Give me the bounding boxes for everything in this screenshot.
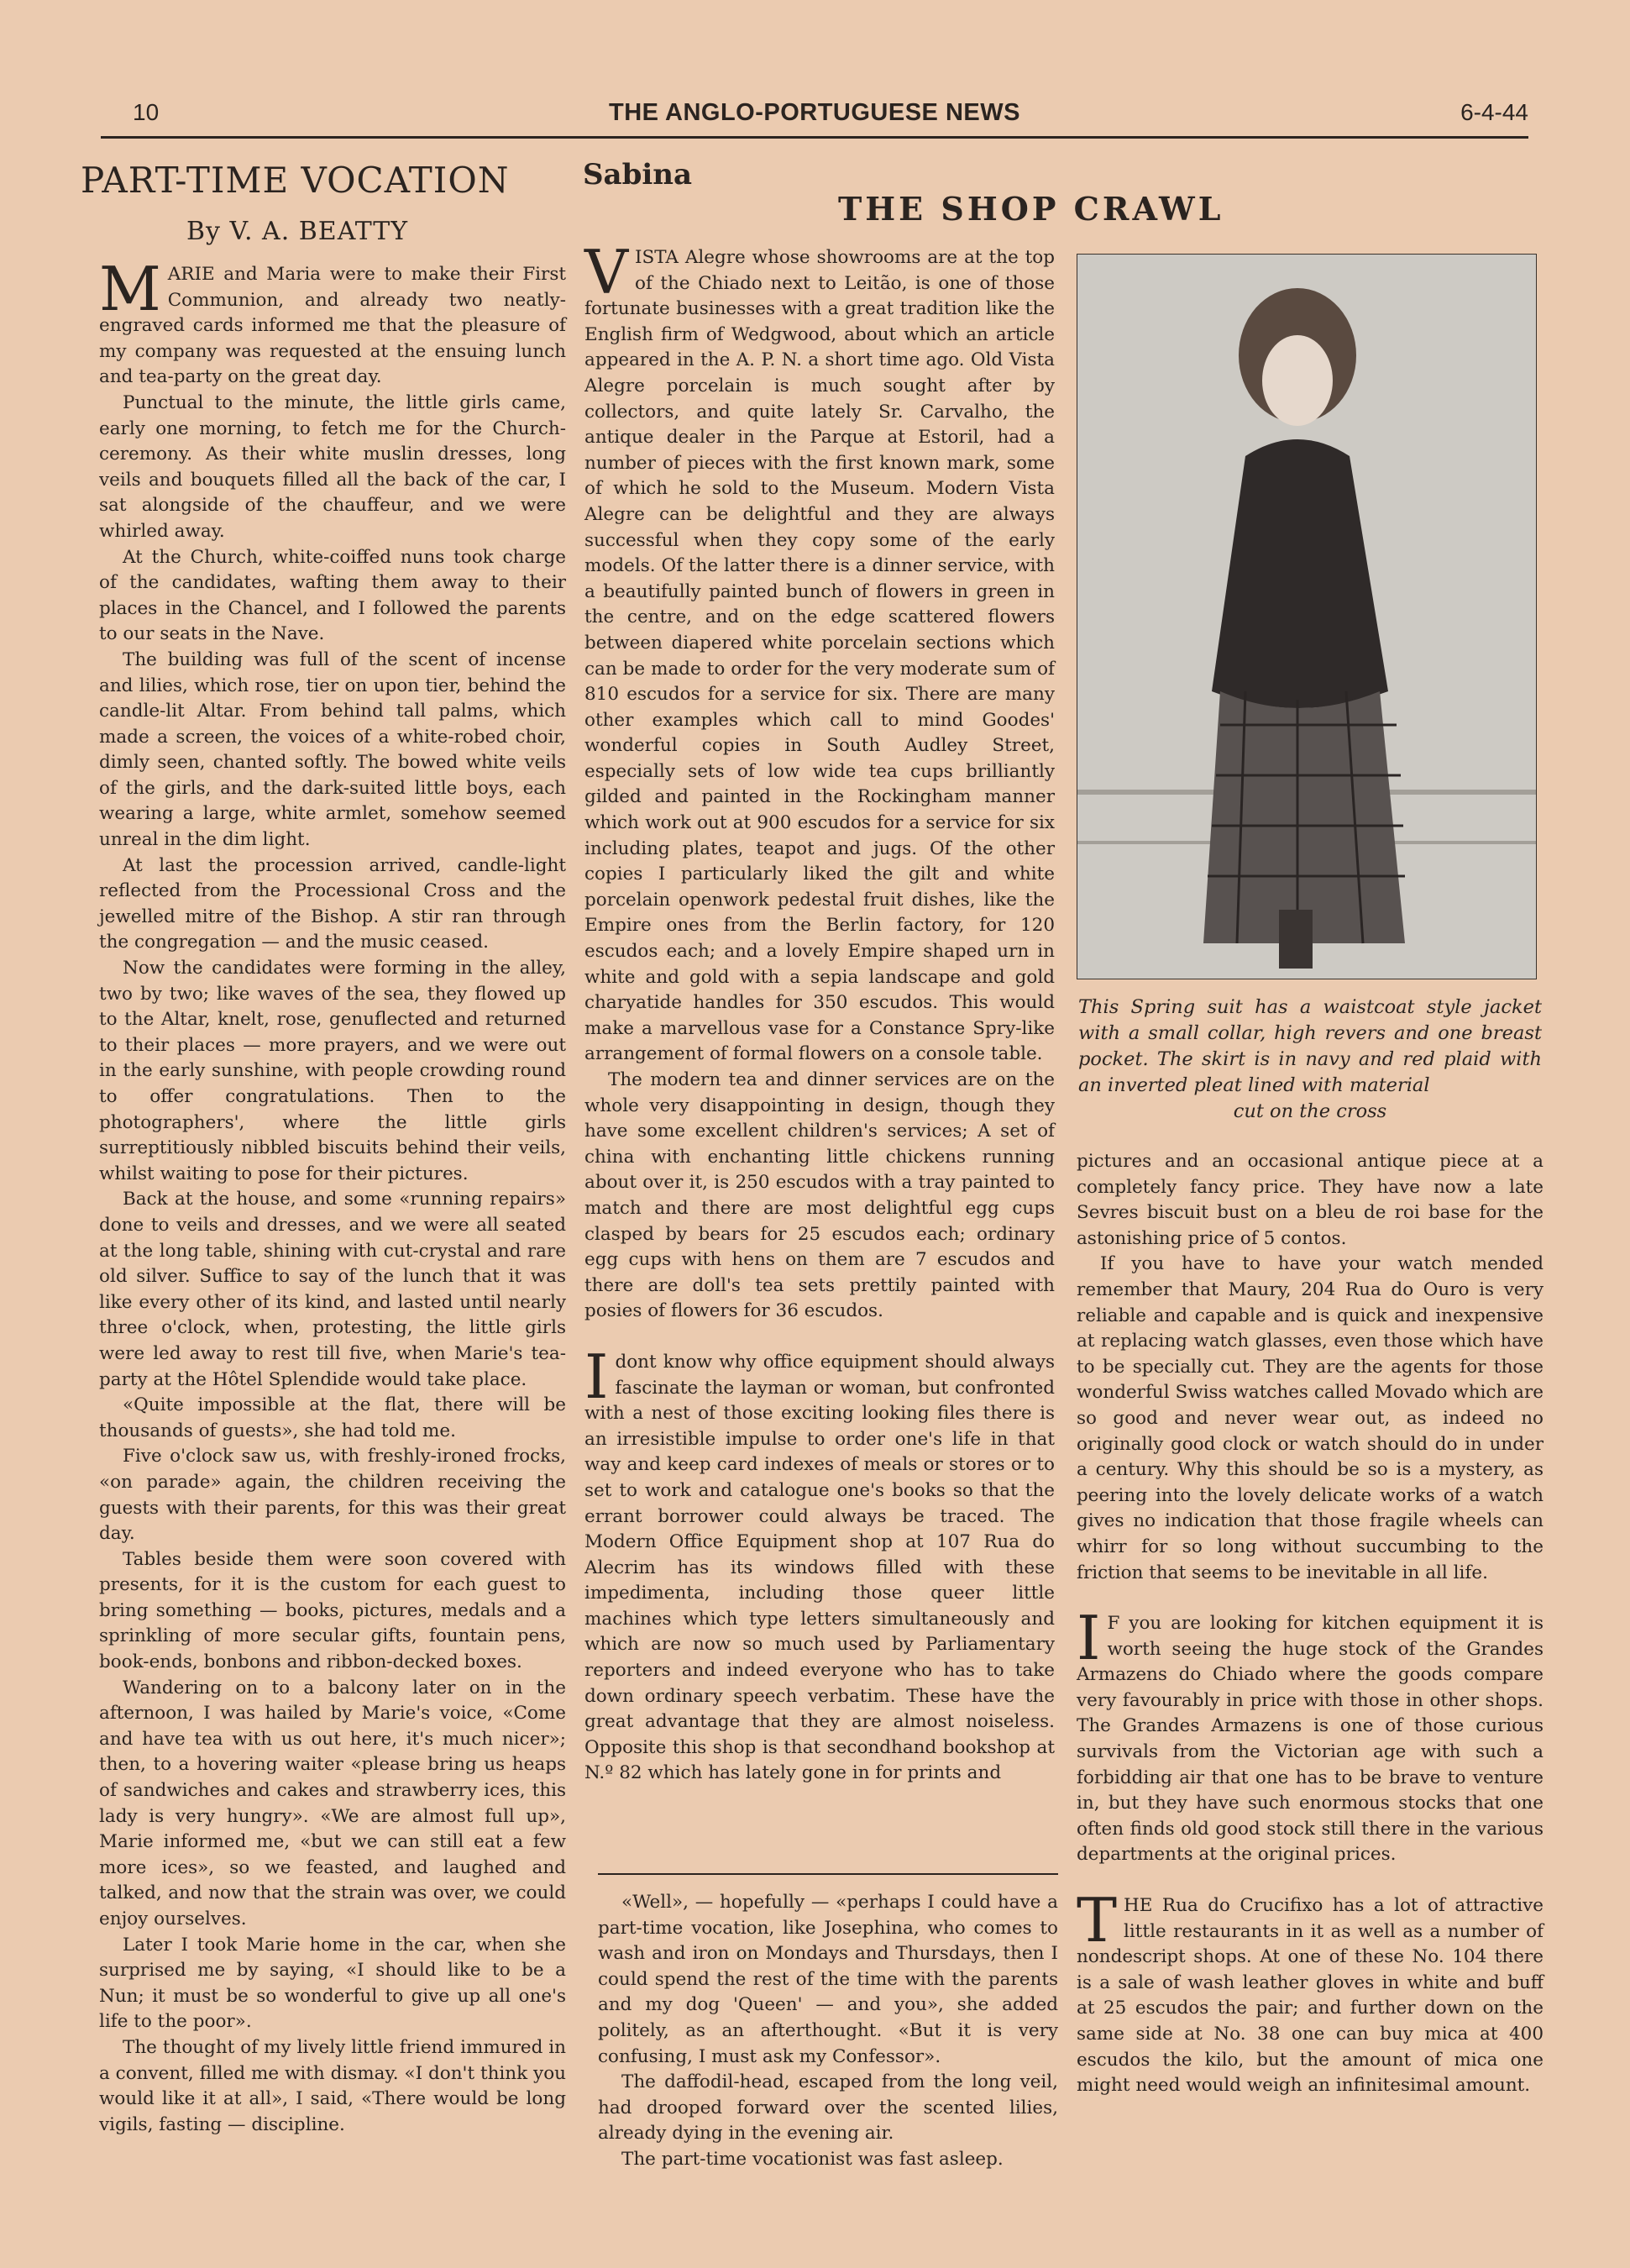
drop-cap: T bbox=[1077, 1885, 1118, 1956]
article-paragraph: At the Church, white-coiffed nuns took charge of the candidates, wafting them away to their places in the Chancel, and I followed the parents to our seats in the Nave. bbox=[99, 546, 566, 645]
article-paragraph: The daffodil-head, escaped from the long veil, had drooped forward over the scented lilies, already dying in the evening air. bbox=[598, 2071, 1058, 2145]
column-shop-crawl-continued bbox=[1077, 1149, 1544, 2099]
column-part-time-vocation bbox=[99, 254, 566, 2138]
article-paragraph: If you have to have your watch mended remember that Maury, 204 Rua do Ouro is very reliable and capable and is quick and inexpensive at replacing watch glasses, even those which have to be specially cut. They are the agents for those wonderful Swiss watches called Movado which are so good and never wear out, as indeed no originally good clock or watch should do in under a century. Why this should be so is a mystery, as peering into the lovely delicate works of a watch gives no indication that those fragile wheels can whirr for so long without succumbing to the friction that seems to be inevitable in all life. bbox=[1077, 1253, 1544, 1583]
article-paragraph: The part-time vocationist was fast asleep. bbox=[621, 2148, 1004, 2170]
fashion-photo bbox=[1077, 254, 1537, 979]
drop-cap: M bbox=[99, 254, 161, 324]
article-byline: By V. A. BEATTY bbox=[186, 217, 409, 246]
article-paragraph: MARIE and Maria were to make their First Communion, and already two neatly-engraved cards informed me that the pleasure of my company was requested at the ensuing lunch and tea-party on the great day. bbox=[99, 254, 566, 388]
article-paragraph: THE Rua do Crucifixo has a lot of attractive little restaurants in it as well as a number of nondescript shops. At one of these No. 104 there is a sale of wash leather gloves in white and buff at 25 escudos the pair; and further down on the same side at No. 38 one can buy mica at 400 escudos the kilo, but the amount of mica one might need would weigh an infinitesimal amount. bbox=[1077, 1885, 1544, 2097]
article-paragraph: I F you are looking for kitchen equipment it is worth seeing the huge stock of the Grandes Armazens do Chiado where the goods compare very favourably in price with those in other shops. The Grandes Armazens is one of those curious survivals from the Victorian age with such a forbidding air that one has to be brave to venture in, but they have such enormous stocks that one often finds old good stock still there in the various departments at the original prices. bbox=[1077, 1603, 1544, 1866]
spring-suit-photo bbox=[1077, 255, 1536, 979]
article-paragraph: At last the procession arrived, candle-light reflected from the Processional Cross and the jewelled mitre of the Bishop. A stir ran through the congregation — and the music ceased. bbox=[99, 854, 566, 953]
article-paragraph: Five o'clock saw us, with freshly-ironed frocks, «on parade» again, the children receiving the guests with their parents, for this was their great day. bbox=[99, 1446, 566, 1545]
article-paragraph: The thought of my lively little friend immured in a convent, filled me with dismay. «I don't think you would like it at all», I said, «There would be long vigils, fasting — discipline. bbox=[99, 2036, 566, 2135]
drop-cap: I bbox=[1077, 1603, 1101, 1674]
author-name-sabina: Sabina bbox=[583, 158, 693, 192]
photo-caption-last-line: cut on the cross bbox=[1233, 1100, 1387, 1122]
article-title-shop-crawl: THE SHOP CRAWL bbox=[838, 190, 1224, 228]
article-paragraph: Idont know why office equipment should always fascinate the layman or woman, but confronted with a nest of those exciting looking files there is an irresistible impulse to order one's life in that way and keep card indexes of meals or stores or to set to work and catalogue one's books so that the errant borrower could always be traced. The Modern Office Equipment shop at 107 Rua do Alecrim has its windows filled with these impedimenta, including those queer little machines which type letters simultaneously and which are now so much used by Parliamentary reporters and indeed everyone who has to take down ordinary speech verbatim. These have the great advantage that they are almost noiseless. Opposite this shop is that secondhand bookshop at N.º 82 which has lately gone in for prints and bbox=[584, 1341, 1055, 1784]
photo-caption: This Spring suit has a waistcoat style jacket with a small collar, high revers and one breast pocket. The skirt is in navy and red plaid with an inverted pleat lined with material cut on the cross bbox=[1078, 995, 1542, 1125]
article-paragraph: The building was full of the scent of incense and lilies, which rose, tier on upon tier, behind the candle-lit Altar. From behind tall palms, which made a screen, the voices of a white-robed choir, dimly seen, chanted softly. The bowed white veils of the girls, and the dark-suited little boys, each wearing a large, white armlet, somehow seemed unreal in the dim light. bbox=[99, 648, 566, 851]
column-part-time-vocation-continued bbox=[598, 1890, 1058, 2173]
column-shop-crawl bbox=[584, 237, 1055, 1787]
article-paragraph: pictures and an occasional antique piece at a completely fancy price. They have now a late Sevres biscuit bust on a bleu de roi base for the astonishing price of 5 contos. bbox=[1077, 1151, 1544, 1249]
issue-date: 6-4-44 bbox=[1460, 99, 1528, 125]
page-header bbox=[101, 94, 1528, 133]
article-paragraph: Tables beside them were soon covered with presents, for it is the custom for each guest to bring something — books, pictures, medals and a sprinkling of more secular gifts, fountain pens, book-ends, bonbons and ribbon-decked boxes. bbox=[99, 1548, 566, 1673]
article-paragraph: «Well», — hopefully — «perhaps I could have a part-time vocation, like Josephina, who comes to wash and iron on Mondays and Thursdays, then I could spend the rest of the time with the parents and my dog 'Queen' — and you», she added politely, as an afterthought. «But it is very confusing, I must ask my Confessor». bbox=[598, 1892, 1058, 2067]
article-paragraph: VISTA Alegre whose showrooms are at the top of the Chiado next to Leitão, is one of those fortunate businesses with a great tradition like the English firm of Wedgwood, about which an article appeared in the A. P. N. a short time ago. Old Vista Alegre porcelain is much sought after by collectors, and quite lately Sr. Carvalho, the antique dealer in the Parque at Estoril, had a number of pieces with the first known mark, some of which he sold to the Museum. Modern Vista Alegre can be delightful and they are always successful when they copy some of the early models. Of the latter there is a dinner service, with a beautifully painted bunch of flowers in green in the centre, and on the edge scattered flowers between diapered white porcelain sections which can be made to order for the very moderate sum of 810 escudos for a service for six. There are many other examples which call to mind Goodes' wonderful copies in South Audley Street, especially sets of low wide tea cups brilliantly gilded and painted in the Rockingham manner which work out at 900 escudos for a service for six including plates, teapot and jugs. Of the other copies I particularly liked the gilt and white porcelain openwork pedestal fruit dishes, like the Empire ones from the Berlin factory, for 120 escudos each; and a lovely Empire shaped urn in white and gold with a sepia landscape and gold charyatide handles for 350 escudos. This would make a marvellous vase for a Constance Spry-like arrangement of formal flowers on a console table. bbox=[584, 237, 1055, 1065]
article-paragraph: Back at the house, and some «running repairs» done to veils and dresses, and we were all seated at the long table, shining with cut-crystal and rare old silver. Suffice to say of the lunch that it was like every other of its kind, and lasted until nearly three o'clock, when, protesting, the little girls were led away to rest till five, when Marie's tea-party at the Hôtel Splendide would take place. bbox=[99, 1189, 566, 1390]
drop-cap: V bbox=[584, 237, 628, 307]
column-separator bbox=[598, 1873, 1058, 1875]
article-title-part-time-vocation: PART-TIME VOCATION bbox=[81, 160, 510, 201]
article-paragraph: Wandering on to a balcony later on in the afternoon, I was hailed by Marie's voice, «Come and have tea with us out here, it's much nicer»; then, to a hovering waiter «please bring us heaps of sandwiches and cakes and strawberry ices, this lady is very hungry». «We are almost full up», Marie informed me, «but we can still eat a few more ices», so we feasted, and laughed and talked, and now that the strain was over, we could enjoy ourselves. bbox=[99, 1677, 566, 1929]
header-rule bbox=[101, 136, 1528, 139]
publication-title: THE ANGLO-PORTUGUESE NEWS bbox=[609, 99, 1020, 126]
article-paragraph: Punctual to the minute, the little girls came, early one morning, to fetch me for the Church-ceremony. As their white muslin dresses, long veils and bouquets filled all the back of the car, I sat alongside of the chauffeur, and we were whirled away. bbox=[99, 391, 566, 542]
article-paragraph: Later I took Marie home in the car, when she surprised me by saying, «I should like to be a Nun; it must be so wonderful to give up all one's life to the poor». bbox=[99, 1934, 566, 2033]
drop-cap: I bbox=[584, 1341, 609, 1412]
article-paragraph: Now the candidates were forming in the alley, two by two; like waves of the sea, they flowed up to the Altar, knelt, rose, genuflected and returned to their places — more prayers, and we were out in the early sunshine, with people crowding round to offer congratulations. Then to the photographers', where the little girls surreptitiously nibbled biscuits behind their veils, whilst waiting to pose for their pictures. bbox=[99, 958, 566, 1184]
article-paragraph: The modern tea and dinner services are on the whole very disappointing in design, though they have some excellent children's services; A set of china with enchanting little chickens running about over it, is 250 escudos with a tray painted to match and there are most delightful egg cups clasped by bears for 25 escudos each; ordinary egg cups with hens on them are 7 escudos and there are doll's tea sets prettily painted with posies of flowers for 36 escudos. bbox=[584, 1069, 1055, 1322]
page-number: 10 bbox=[133, 99, 160, 125]
article-paragraph: «Quite impossible at the flat, there will be thousands of guests», she had told me. bbox=[99, 1394, 566, 1441]
